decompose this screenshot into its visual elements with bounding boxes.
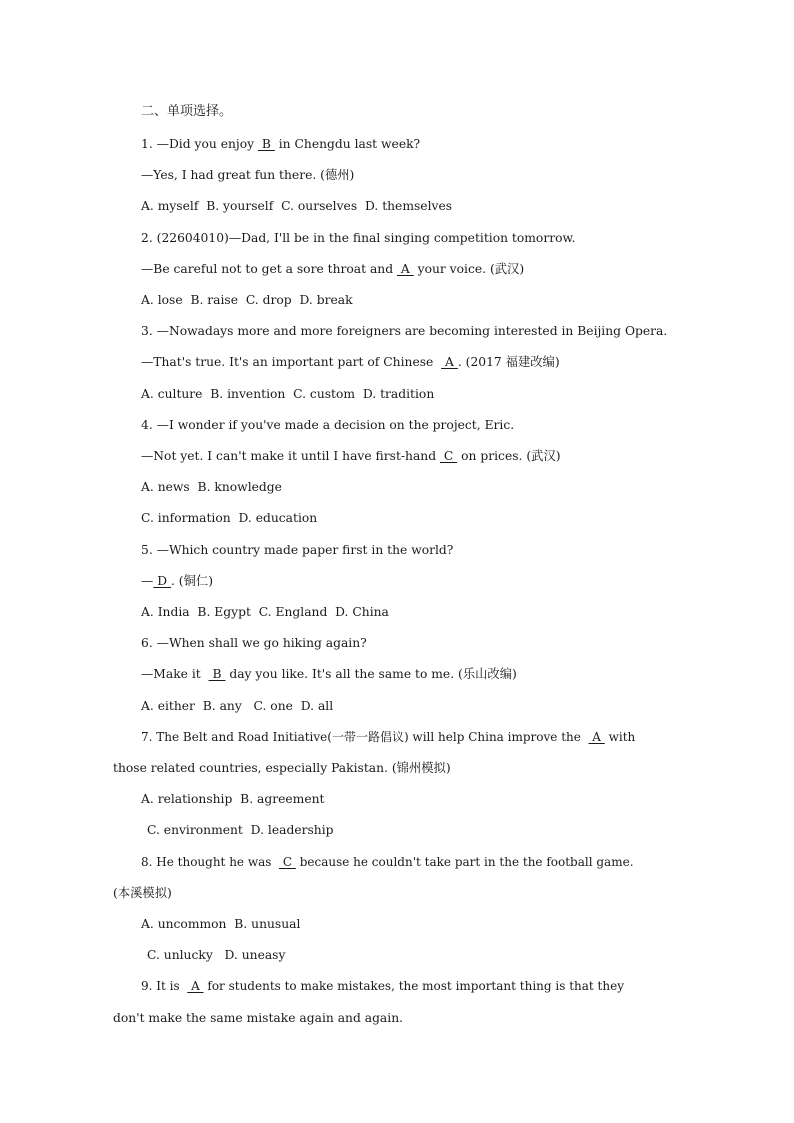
- question-4-prompt: 4. —I wonder if you've made a decision on the project, Eric.: [141, 418, 515, 432]
- question-text: —Make it: [141, 667, 209, 681]
- question-4-options: C. information D. education: [141, 511, 318, 525]
- question-4-reply: [141, 448, 561, 464]
- answer-blank: C: [279, 855, 296, 869]
- question-text: 9. It is: [141, 979, 188, 993]
- answer-blank: A: [441, 355, 458, 369]
- question-8-prompt-cont: (本溪模拟): [113, 886, 172, 900]
- question-2-options: A. lose B. raise C. drop D. break: [141, 293, 353, 307]
- question-8-prompt: [141, 854, 634, 870]
- question-text: because he couldn't take part in the the football game.: [295, 855, 634, 869]
- question-text: —Not yet. I can't make it until I have first-hand: [141, 449, 440, 463]
- answer-blank: A: [187, 979, 204, 993]
- question-text: 8. He thought he was: [141, 855, 280, 869]
- question-text: 7. The Belt and Road Initiative(一带一路倡议) will help China improve the: [141, 730, 589, 744]
- question-3-options: A. culture B. invention C. custom D. tradition: [141, 387, 435, 401]
- question-1-options: A. myself B. yourself C. ourselves D. themselves: [141, 199, 453, 213]
- question-6-options: A. either B. any C. one D. all: [141, 699, 334, 713]
- question-9-prompt: [141, 978, 624, 994]
- question-text: in Chengdu last week?: [274, 137, 421, 151]
- question-7-options: A. relationship B. agreement: [141, 792, 325, 806]
- question-1-prompt: [141, 136, 420, 152]
- question-2-prompt: 2. (22604010)—Dad, I'll be in the final singing competition tomorrow.: [141, 231, 576, 245]
- question-text: —That's true. It's an important part of Chinese: [141, 355, 442, 369]
- answer-blank: B: [257, 137, 275, 151]
- answer-blank: B: [208, 667, 226, 681]
- question-text: for students to make mistakes, the most important thing is that they: [203, 979, 624, 993]
- question-text: —Be careful not to get a sore throat and: [141, 262, 398, 276]
- question-2-reply: [141, 261, 524, 277]
- question-text: . (2017 福建改编): [457, 355, 560, 369]
- answer-blank: A: [397, 262, 414, 276]
- question-5-prompt: 5. —Which country made paper first in the world?: [141, 543, 454, 557]
- question-text: —: [141, 574, 154, 588]
- question-8-options: C. unlucky D. uneasy: [147, 948, 286, 962]
- question-7-prompt-cont: those related countries, especially Pakistan. (锦州模拟): [113, 761, 451, 775]
- section-title: 二、单项选择。: [141, 104, 233, 119]
- answer-blank: D: [153, 574, 171, 588]
- question-5-reply: [141, 573, 213, 589]
- question-7-prompt: [141, 729, 635, 745]
- question-text: . (铜仁): [170, 574, 213, 588]
- question-3-prompt: 3. —Nowadays more and more foreigners are becoming interested in Beijing Opera.: [141, 324, 668, 338]
- question-6-reply: [141, 666, 517, 682]
- question-9-prompt-cont: don't make the same mistake again and again.: [113, 1011, 404, 1025]
- answer-blank: A: [588, 730, 605, 744]
- question-3-reply: [141, 354, 560, 370]
- question-7-options: C. environment D. leadership: [147, 823, 334, 837]
- answer-blank: C: [440, 449, 458, 463]
- question-8-options: A. uncommon B. unusual: [141, 917, 301, 931]
- question-text: 1. —Did you enjoy: [141, 137, 258, 151]
- question-text: with: [604, 730, 636, 744]
- question-1-reply: —Yes, I had great fun there. (德州): [141, 168, 355, 182]
- question-text: on prices. (武汉): [457, 449, 561, 463]
- question-5-options: A. India B. Egypt C. England D. China: [141, 605, 389, 619]
- question-4-options: A. news B. knowledge: [141, 480, 282, 494]
- question-6-prompt: 6. —When shall we go hiking again?: [141, 636, 367, 650]
- question-text: day you like. It's all the same to me. (乐山改编): [225, 667, 517, 681]
- question-text: your voice. (武汉): [413, 262, 525, 276]
